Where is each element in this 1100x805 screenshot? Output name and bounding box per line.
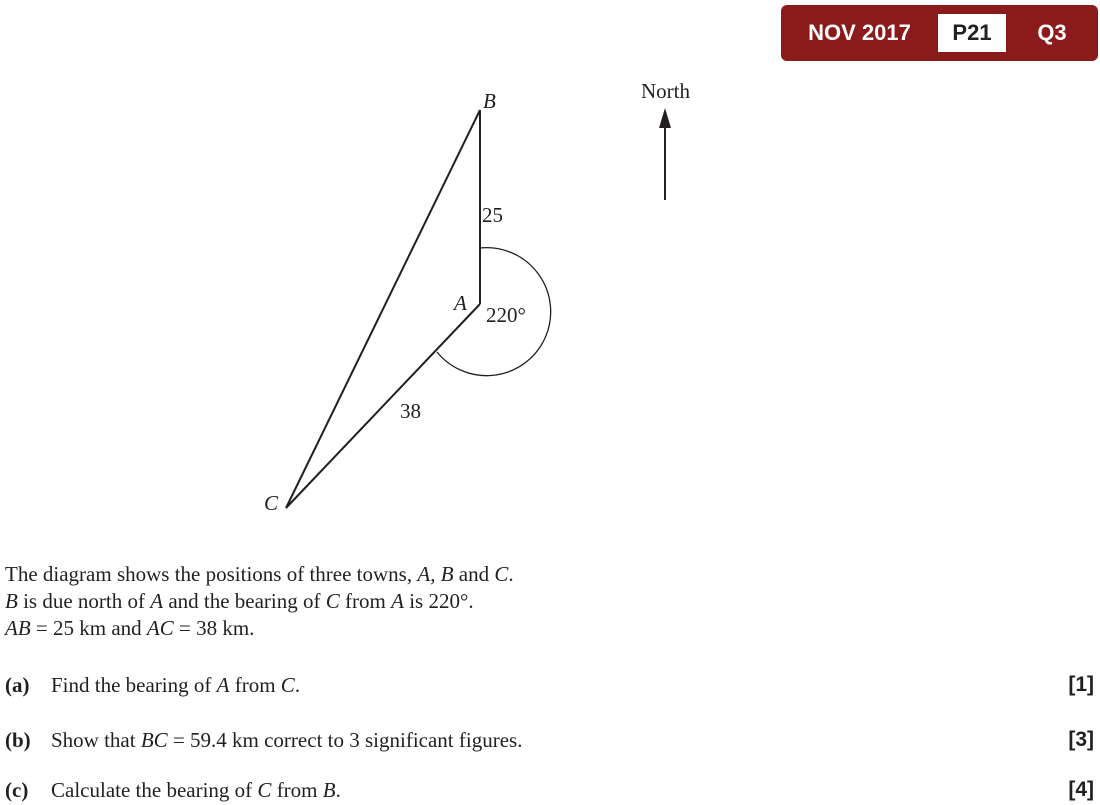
paper-label: P21 (938, 14, 1006, 52)
stem-line-1: The diagram shows the positions of three towns, A, B and C. (5, 562, 514, 586)
session-label: NOV 2017 (808, 20, 911, 45)
part-b-marks: [3] (1068, 728, 1094, 751)
north-label: North (641, 79, 690, 103)
part-b: (b) Show that BC = 59.4 km correct to 3 significant figures. (5, 728, 523, 752)
ac-length-label: 38 (400, 399, 421, 423)
question-stem (5, 561, 514, 642)
ab-length-label: 25 (482, 203, 503, 227)
stem-line-3: AB = 25 km and AC = 38 km. (5, 616, 255, 640)
point-a-label: A (454, 291, 467, 315)
north-arrow-head (659, 108, 671, 128)
point-b-label: B (483, 89, 496, 113)
part-a-marks: [1] (1068, 673, 1094, 696)
part-c-marks: [4] (1068, 778, 1094, 801)
question-label: Q3 (1037, 20, 1067, 45)
side-ac (286, 304, 480, 508)
part-c: (c) Calculate the bearing of C from B. (5, 778, 341, 802)
point-c-label: C (264, 491, 279, 515)
stem-line-2: B is due north of A and the bearing of C from A is 220°. (5, 589, 474, 613)
side-bc (286, 110, 480, 508)
part-a: (a) Find the bearing of A from C. (5, 673, 301, 697)
bearing-angle-label: 220° (486, 303, 526, 327)
